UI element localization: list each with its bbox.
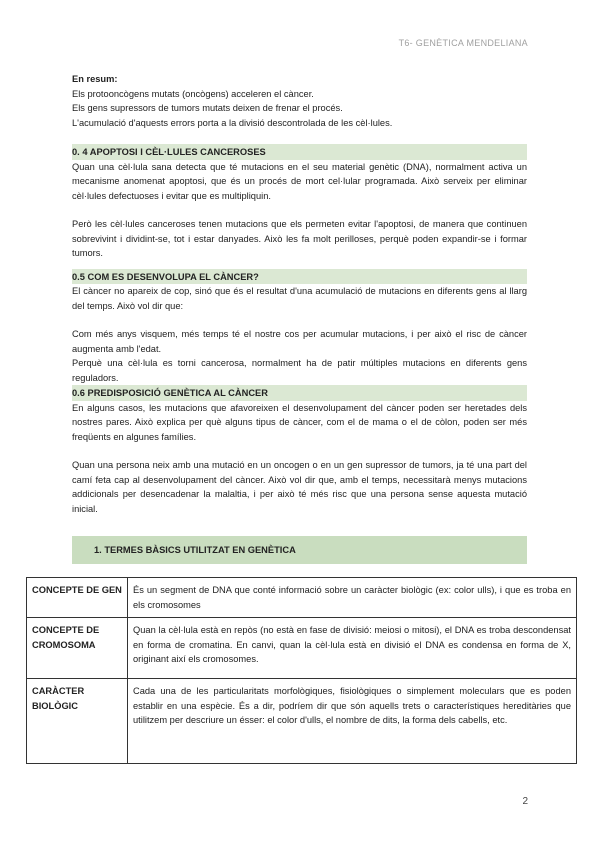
page-number: 2 (522, 796, 528, 807)
term-cell: CONCEPTE DE CROMOSOMA (27, 618, 128, 679)
definition-cell: Cada una de les particularitats morfològiques, fisiològiques o simplement moleculars que es poden establir en una espècie. És a dir, podríem dir que són aquells trets o característiques hereditàries que utilitzem per descriure un ésser: el color d'ulls, el nombre de dits, la forma dels cabells, etc. (128, 679, 577, 764)
paragraph: Perquè una cèl·lula es torni cancerosa, normalment ha de patir múltiples mutacions en diferents gens reguladors. (72, 358, 527, 383)
table-row (27, 679, 577, 764)
summary-line: L'acumulació d'aquests errors porta a la divisió descontrolada de les cèl·lules. (72, 117, 393, 128)
section-heading-develop: 0.5 COM ES DESENVOLUPA EL CÀNCER? (72, 269, 527, 285)
running-header: T6- GENÈTICA MENDELIANA (398, 38, 528, 48)
definition-cell: Quan la cèl·lula està en repòs (no està en fase de divisió: meiosi o mitosi), el DNA es troba descondensat en forma de cromatina. En canvi, quan la cèl·lula està en divisió el DNA es condensa en forma de X, originant així els cromosomes. (128, 618, 577, 679)
section-heading-predisp: 0.6 PREDISPOSICIÓ GENÈTICA AL CÀNCER (72, 385, 527, 401)
definition-cell: És un segment de DNA que conté informació sobre un caràcter biològic (ex: color ulls), i que es troba en els cromosomes (128, 578, 577, 618)
paragraph: Quan una cèl·lula sana detecta que té mutacions en el seu material genètic (DNA), normalment activa un mecanisme anomenat apoptosi, que és un procés de mort cel·lular programada. Això serveix per eliminar cèl·lules defectuoses i evitar que es multipliquin. (72, 161, 527, 201)
term-cell: CARÀCTER BIOLÒGIC (27, 679, 128, 764)
table-row (27, 618, 577, 679)
summary-title: En resum: (72, 74, 118, 84)
table-row (27, 578, 577, 618)
paragraph: Quan una persona neix amb una mutació en un oncogen o en un gen supressor de tumors, ja té una part del camí feta cap al desenvolupament del càncer. Això vol dir que, amb el temps, necessitarà menys mutacions addicionals per desencadenar la malaltia, i per això té més risc que una persona sense aquesta mutació inicial. (72, 460, 527, 514)
paragraph: El càncer no apareix de cop, sinó que és el resultat d'una acumulació de mutacions en diferents gens al llarg del temps. Això vol dir que: (72, 286, 527, 311)
terms-table (26, 577, 577, 764)
section-banner: 1. TERMES BÀSICS UTILITZAT EN GENÈTICA (72, 536, 527, 564)
paragraph: En alguns casos, les mutacions que afavoreixen el desenvolupament del càncer poden ser heretades dels nostres pares. Això explica per què alguns tipus de càncer, com el de mama o el de còlon, poden ser més freqüents en algunes famílies. (72, 402, 527, 442)
section-heading-apoptosi: 0. 4 APOPTOSI I CÈL·LULES CANCEROSES (72, 144, 527, 160)
main-content (72, 72, 527, 516)
paragraph: Com més anys visquem, més temps té el nostre cos per acumular mutacions, i per això el risc de càncer augmenta amb l'edat. (72, 329, 527, 354)
summary-line: Els protooncògens mutats (oncògens) acceleren el càncer. (72, 88, 314, 99)
term-cell: CONCEPTE DE GEN (27, 578, 128, 618)
paragraph: Però les cèl·lules canceroses tenen mutacions que els permeten evitar l'apoptosi, de manera que continuen sobrevivint i dividint-se, tot i estar danyades. Això les fa molt perilloses, perquè poden expandir-se i formar tumors. (72, 219, 527, 258)
summary-line: Els gens supressors de tumors mutats deixen de frenar el procés. (72, 103, 343, 113)
